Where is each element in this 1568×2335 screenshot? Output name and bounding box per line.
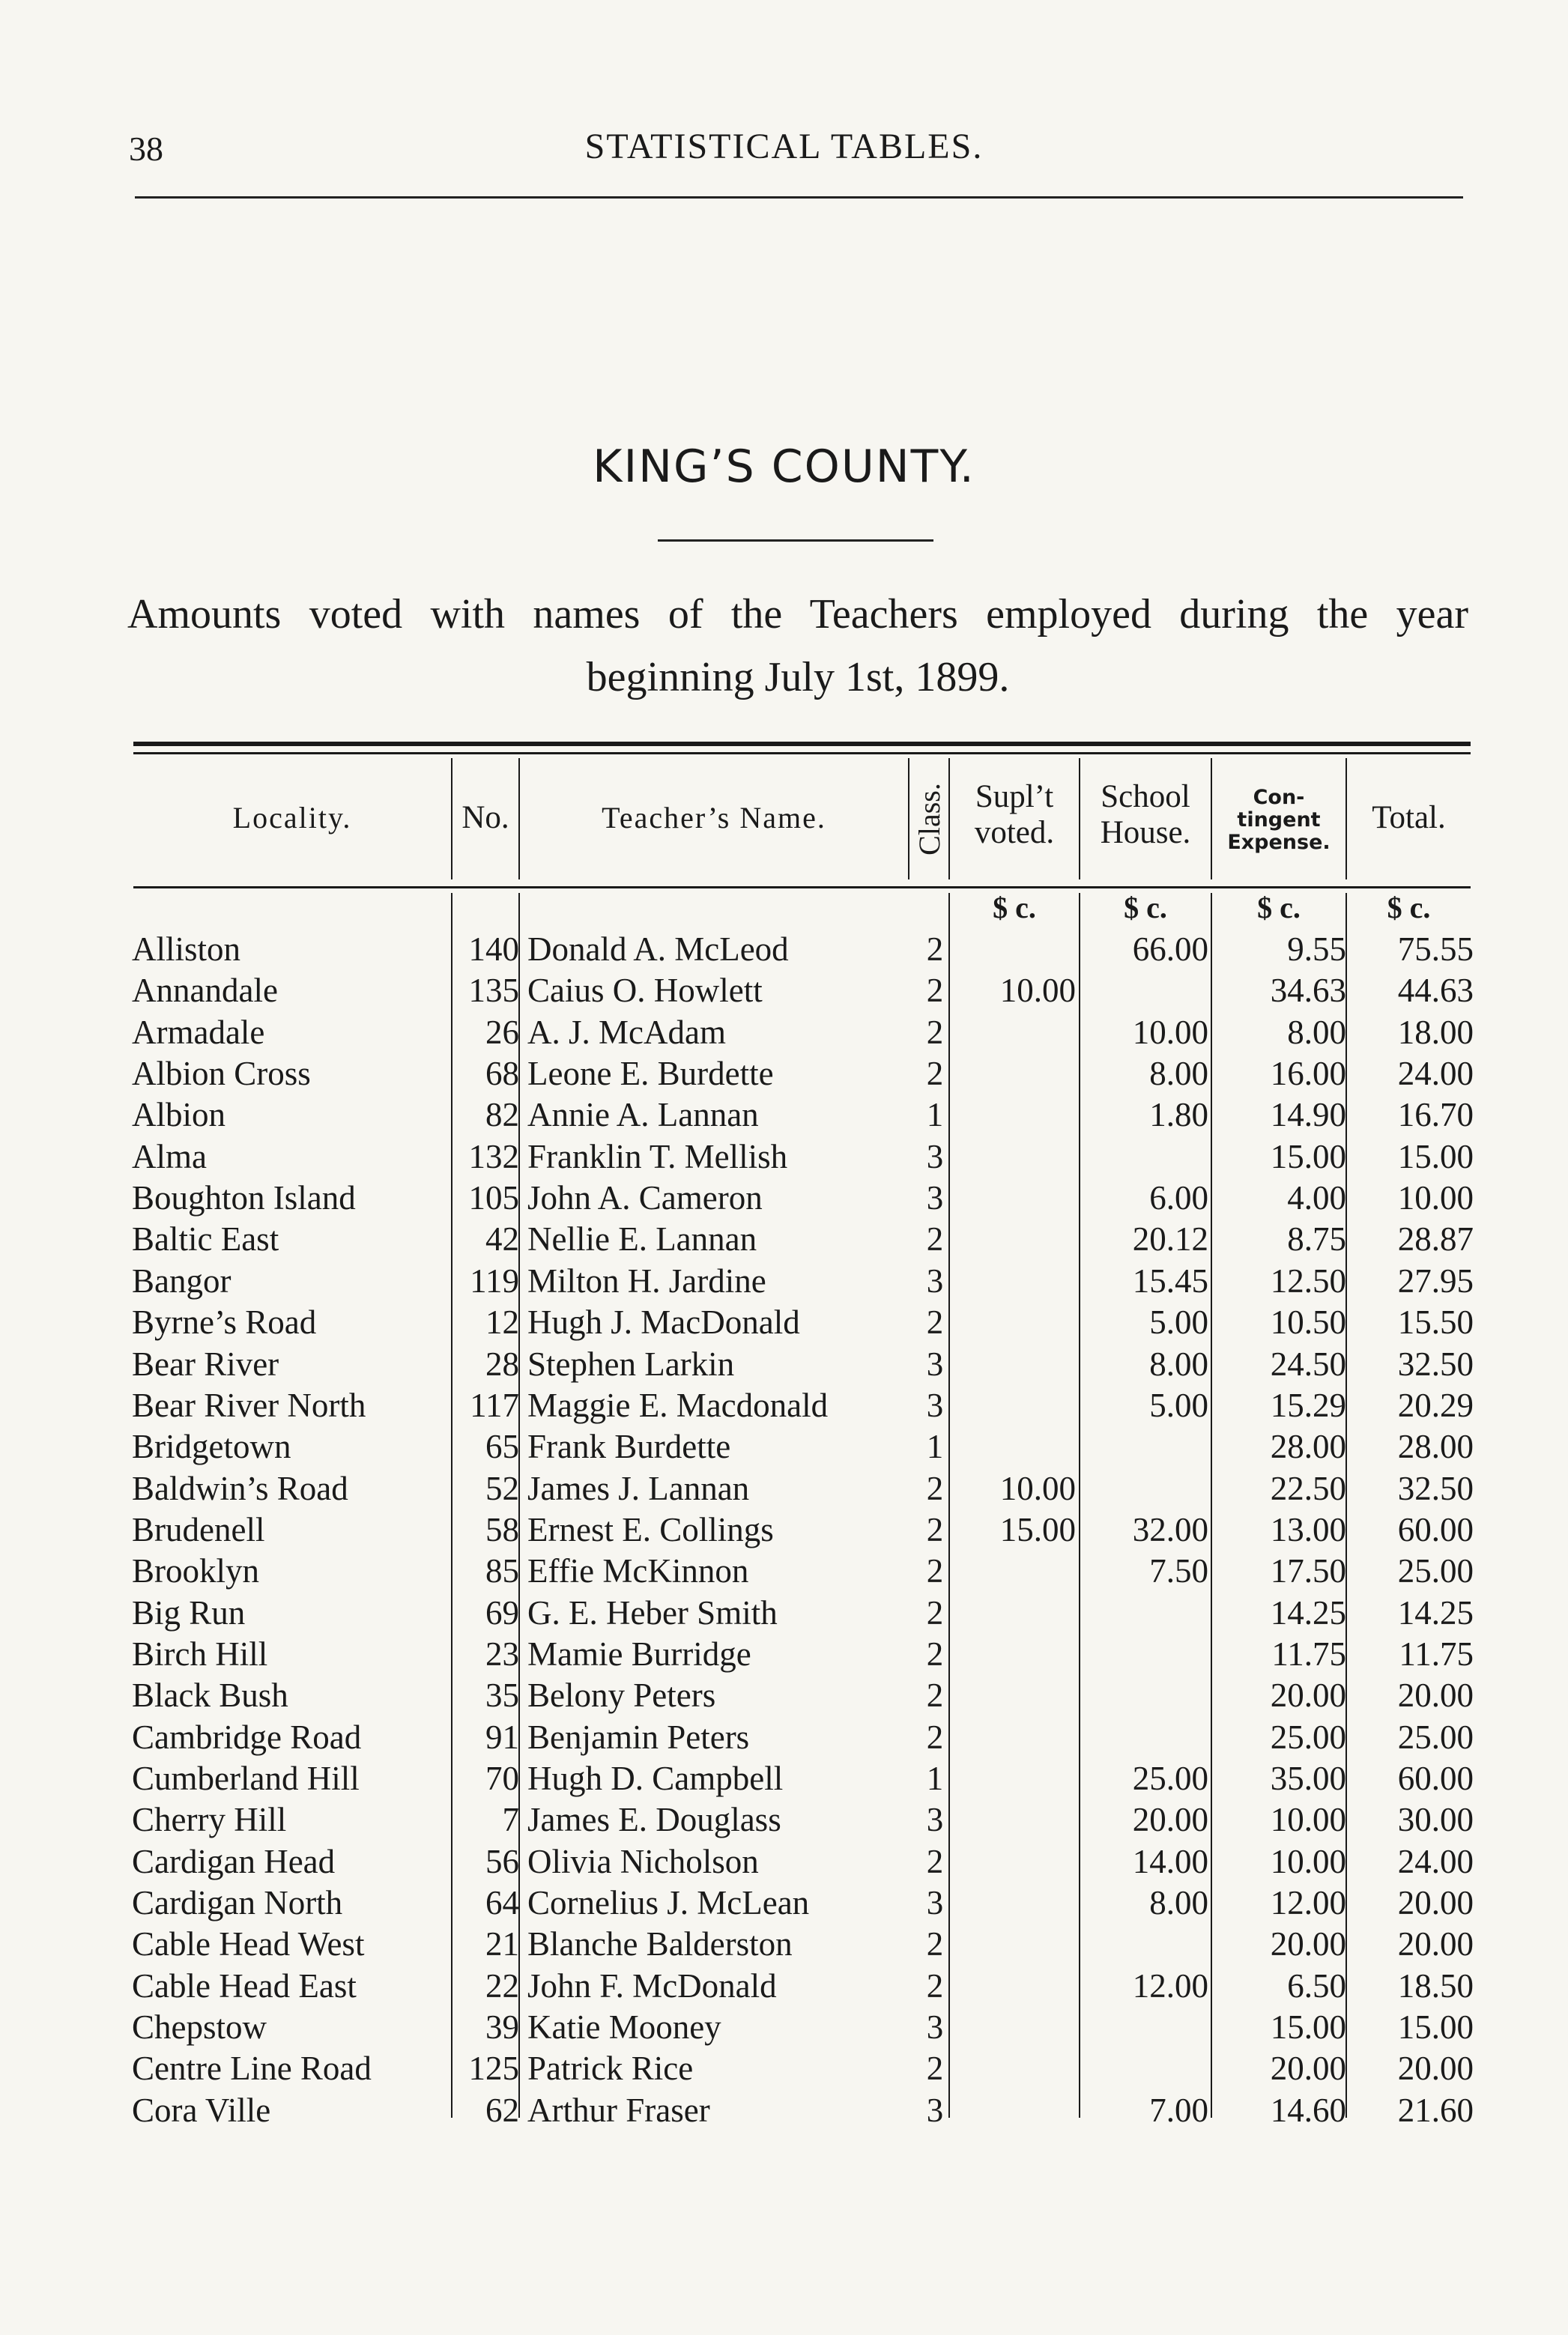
locality-cell: Baldwin’s Road <box>132 1469 348 1507</box>
class-cell: 1 <box>926 1760 944 1797</box>
total-cell: 16.70 <box>1397 1096 1474 1134</box>
contingent-cell: 15.00 <box>1270 1137 1346 1175</box>
contingent-cell: 14.90 <box>1270 1096 1346 1134</box>
teacher-name-cell: John F. McDonald <box>527 1966 777 2005</box>
class-cell: 3 <box>926 2008 944 2047</box>
contingent-cell: 22.50 <box>1270 1469 1346 1507</box>
locality-cell: Black Bush <box>132 1677 288 1715</box>
class-cell: 2 <box>926 1469 944 1507</box>
total-cell: 25.00 <box>1397 1718 1474 1756</box>
school-house-cell: 8.00 <box>1149 1884 1208 1922</box>
teacher-name-cell: Milton H. Jardine <box>527 1262 766 1300</box>
class-cell: 3 <box>926 1801 944 1839</box>
school-house-cell: 5.00 <box>1149 1386 1208 1424</box>
number-cell: 91 <box>485 1718 519 1756</box>
col-header-school-line1: School <box>1101 779 1190 814</box>
locality-cell: Cambridge Road <box>132 1718 362 1756</box>
number-cell: 82 <box>485 1096 519 1134</box>
school-house-cell: 7.00 <box>1149 2091 1208 2129</box>
contingent-cell: 15.29 <box>1270 1386 1346 1424</box>
contingent-cell: 8.00 <box>1287 1013 1346 1051</box>
table-row <box>0 1717 1568 1758</box>
table-row <box>0 1509 1568 1551</box>
number-cell: 52 <box>485 1469 519 1507</box>
number-cell: 35 <box>485 1677 519 1715</box>
contingent-cell: 4.00 <box>1287 1179 1346 1217</box>
teacher-name-cell: G. E. Heber Smith <box>527 1593 778 1632</box>
locality-cell: Cable Head East <box>132 1966 357 2005</box>
total-cell: 18.00 <box>1397 1013 1474 1051</box>
contingent-cell: 13.00 <box>1270 1510 1346 1548</box>
total-cell: 11.75 <box>1399 1635 1474 1673</box>
contingent-cell: 11.75 <box>1271 1635 1346 1673</box>
locality-cell: Boughton Island <box>132 1179 356 1217</box>
header-rule <box>135 196 1463 199</box>
number-cell: 21 <box>485 1925 519 1963</box>
locality-cell: Big Run <box>132 1593 246 1632</box>
total-cell: 20.00 <box>1397 2050 1474 2088</box>
teacher-name-cell: Ernest E. Collings <box>527 1510 774 1548</box>
unit-contingent: $ c. <box>1257 891 1301 924</box>
contingent-cell: 10.50 <box>1270 1303 1346 1342</box>
table-row <box>0 970 1568 1011</box>
contingent-cell: 16.00 <box>1270 1055 1346 1093</box>
total-cell: 20.00 <box>1397 1677 1474 1715</box>
table-row <box>0 929 1568 970</box>
class-cell: 3 <box>926 1179 944 1217</box>
number-cell: 132 <box>468 1137 519 1175</box>
locality-cell: Birch Hill <box>132 1635 268 1673</box>
col-header-class-cell <box>909 763 948 875</box>
supplement-cell: 10.00 <box>999 972 1076 1010</box>
class-cell: 2 <box>926 1593 944 1632</box>
total-cell: 60.00 <box>1397 1510 1474 1548</box>
locality-cell: Bridgetown <box>132 1428 291 1466</box>
class-cell: 2 <box>926 1677 944 1715</box>
col-header-teacher: Teacher’s Name. <box>602 801 826 835</box>
class-cell: 2 <box>926 1718 944 1756</box>
teacher-name-cell: Patrick Rice <box>527 2050 694 2088</box>
col-header-cont-line1: Con- <box>1253 786 1305 809</box>
table-row <box>0 1053 1568 1094</box>
teacher-name-cell: Annie A. Lannan <box>527 1096 759 1134</box>
col-header-contingent <box>1212 787 1345 854</box>
col-header-supl-line1: Supl’t <box>975 779 1054 814</box>
school-house-cell: 10.00 <box>1132 1013 1208 1051</box>
number-cell: 56 <box>485 1842 519 1880</box>
total-cell: 32.50 <box>1397 1345 1474 1383</box>
class-cell: 2 <box>926 1842 944 1880</box>
table-top-rule-thick <box>133 742 1471 746</box>
school-house-cell: 20.00 <box>1132 1801 1208 1839</box>
class-cell: 1 <box>926 1428 944 1466</box>
col-header-no: No. <box>461 800 509 835</box>
school-house-cell: 14.00 <box>1132 1842 1208 1880</box>
school-house-cell: 7.50 <box>1149 1552 1208 1590</box>
school-house-cell: 12.00 <box>1132 1966 1208 2005</box>
number-cell: 28 <box>485 1345 519 1383</box>
number-cell: 70 <box>485 1760 519 1797</box>
table-row <box>0 2007 1568 2048</box>
teacher-name-cell: Frank Burdette <box>527 1428 731 1466</box>
class-cell: 2 <box>926 1552 944 1590</box>
col-header-school <box>1080 779 1211 851</box>
locality-cell: Bear River <box>132 1345 279 1383</box>
total-cell: 15.00 <box>1397 1137 1474 1175</box>
total-cell: 20.00 <box>1397 1925 1474 1963</box>
number-cell: 26 <box>485 1013 519 1051</box>
teacher-name-cell: Caius O. Howlett <box>527 972 763 1010</box>
school-house-cell: 6.00 <box>1149 1179 1208 1217</box>
teacher-name-cell: Katie Mooney <box>527 2008 721 2047</box>
number-cell: 42 <box>485 1220 519 1259</box>
class-cell: 2 <box>926 1966 944 2005</box>
total-cell: 14.25 <box>1397 1593 1474 1632</box>
class-cell: 2 <box>926 972 944 1010</box>
total-cell: 15.50 <box>1397 1303 1474 1342</box>
contingent-cell: 24.50 <box>1270 1345 1346 1383</box>
locality-cell: Cable Head West <box>132 1925 365 1963</box>
table-row <box>0 1344 1568 1385</box>
total-cell: 30.00 <box>1397 1801 1474 1839</box>
total-cell: 60.00 <box>1397 1760 1474 1797</box>
table-caption: Amounts voted with names of the Teachers employed during the year beginning July 1st, 1899. <box>127 591 1468 700</box>
number-cell: 58 <box>485 1510 519 1548</box>
col-header-school-line2: House. <box>1100 815 1191 850</box>
contingent-cell: 25.00 <box>1270 1718 1346 1756</box>
total-cell: 25.00 <box>1397 1552 1474 1590</box>
class-cell: 3 <box>926 2091 944 2129</box>
school-house-cell: 66.00 <box>1132 930 1208 968</box>
total-cell: 44.63 <box>1397 972 1474 1010</box>
col-header-cont-line3: Expense. <box>1227 831 1331 854</box>
teacher-name-cell: Nellie E. Lannan <box>527 1220 757 1259</box>
class-cell: 2 <box>926 930 944 968</box>
school-house-cell: 20.12 <box>1132 1220 1208 1259</box>
locality-cell: Cora Ville <box>132 2091 271 2129</box>
number-cell: 64 <box>485 1884 519 1922</box>
contingent-cell: 20.00 <box>1270 1677 1346 1715</box>
table-row <box>0 1924 1568 1965</box>
supplement-cell: 10.00 <box>999 1469 1076 1507</box>
school-house-cell: 8.00 <box>1149 1345 1208 1383</box>
number-cell: 68 <box>485 1055 519 1093</box>
header-bottom-rule <box>133 886 1471 888</box>
county-title: KING’S COUNTY. <box>593 440 975 493</box>
locality-cell: Cherry Hill <box>132 1801 287 1839</box>
locality-cell: Brudenell <box>132 1510 265 1548</box>
table-row <box>0 1261 1568 1302</box>
total-cell: 27.95 <box>1397 1262 1474 1300</box>
number-cell: 119 <box>470 1262 519 1300</box>
supplement-cell: 15.00 <box>999 1510 1076 1548</box>
class-cell: 2 <box>926 1055 944 1093</box>
total-cell: 21.60 <box>1397 2091 1474 2129</box>
teacher-name-cell: James E. Douglass <box>527 1801 781 1839</box>
table-row <box>0 1094 1568 1136</box>
class-cell: 2 <box>926 1635 944 1673</box>
teacher-name-cell: Hugh D. Campbell <box>527 1760 784 1797</box>
table-row <box>0 1758 1568 1799</box>
locality-cell: Bangor <box>132 1262 231 1300</box>
table-row <box>0 2048 1568 2089</box>
locality-cell: Albion <box>132 1096 226 1134</box>
teacher-name-cell: Effie McKinnon <box>527 1552 749 1590</box>
locality-cell: Cardigan North <box>132 1884 343 1922</box>
contingent-cell: 9.55 <box>1287 930 1346 968</box>
locality-cell: Annandale <box>132 972 278 1010</box>
teacher-name-cell: Mamie Burridge <box>527 1635 751 1673</box>
col-header-class: Class. <box>912 782 946 855</box>
locality-cell: Armadale <box>132 1013 265 1051</box>
total-cell: 28.00 <box>1397 1428 1474 1466</box>
locality-cell: Brooklyn <box>132 1552 260 1590</box>
page-number: 38 <box>129 130 163 168</box>
table-row <box>0 1966 1568 2007</box>
table-row <box>0 1841 1568 1883</box>
locality-cell: Byrne’s Road <box>132 1303 317 1342</box>
teacher-name-cell: John A. Cameron <box>527 1179 763 1217</box>
contingent-cell: 20.00 <box>1270 2050 1346 2088</box>
number-cell: 69 <box>485 1593 519 1632</box>
school-house-cell: 8.00 <box>1149 1055 1208 1093</box>
unit-school: $ c. <box>1124 891 1167 924</box>
teacher-name-cell: Franklin T. Mellish <box>527 1137 788 1175</box>
total-cell: 28.87 <box>1397 1220 1474 1259</box>
total-cell: 15.00 <box>1397 2008 1474 2047</box>
teacher-name-cell: Arthur Fraser <box>527 2091 710 2129</box>
teacher-name-cell: Olivia Nicholson <box>527 1842 759 1880</box>
table-row <box>0 1385 1568 1426</box>
class-cell: 2 <box>926 1013 944 1051</box>
table-row <box>0 1799 1568 1841</box>
class-cell: 3 <box>926 1386 944 1424</box>
total-cell: 18.50 <box>1397 1966 1474 2005</box>
total-cell: 20.00 <box>1397 1884 1474 1922</box>
unit-total: $ c. <box>1387 891 1431 924</box>
teacher-name-cell: Cornelius J. McLean <box>527 1884 810 1922</box>
class-cell: 2 <box>926 2050 944 2088</box>
contingent-cell: 10.00 <box>1270 1842 1346 1880</box>
school-house-cell: 1.80 <box>1149 1096 1208 1134</box>
table-row <box>0 1136 1568 1178</box>
number-cell: 105 <box>468 1179 519 1217</box>
school-house-cell: 32.00 <box>1132 1510 1208 1548</box>
contingent-cell: 14.25 <box>1270 1593 1346 1632</box>
locality-cell: Cardigan Head <box>132 1842 336 1880</box>
number-cell: 117 <box>470 1386 519 1424</box>
locality-cell: Albion Cross <box>132 1055 311 1093</box>
table-row <box>0 1883 1568 1924</box>
locality-cell: Alma <box>132 1137 207 1175</box>
number-cell: 39 <box>485 2008 519 2047</box>
unit-supl: $ c. <box>993 891 1036 924</box>
table-row <box>0 1426 1568 1468</box>
class-cell: 3 <box>926 1262 944 1300</box>
number-cell: 62 <box>485 2091 519 2129</box>
table-row <box>0 1593 1568 1634</box>
number-cell: 7 <box>502 1801 519 1839</box>
teacher-name-cell: James J. Lannan <box>527 1469 750 1507</box>
total-cell: 10.00 <box>1397 1179 1474 1217</box>
col-header-supl-line2: voted. <box>974 815 1055 850</box>
locality-cell: Bear River North <box>132 1386 366 1424</box>
teacher-name-cell: Blanche Balderston <box>527 1925 793 1963</box>
number-cell: 22 <box>485 1966 519 2005</box>
contingent-cell: 12.00 <box>1270 1884 1346 1922</box>
table-row <box>0 1675 1568 1716</box>
contingent-cell: 17.50 <box>1270 1552 1346 1590</box>
table-row <box>0 1302 1568 1343</box>
number-cell: 12 <box>485 1303 519 1342</box>
col-header-cont-line2: tingent <box>1237 808 1321 832</box>
class-cell: 2 <box>926 1925 944 1963</box>
col-header-supl <box>950 779 1079 851</box>
contingent-cell: 20.00 <box>1270 1925 1346 1963</box>
contingent-cell: 12.50 <box>1270 1262 1346 1300</box>
number-cell: 125 <box>468 2050 519 2088</box>
contingent-cell: 6.50 <box>1287 1966 1346 2005</box>
total-cell: 75.55 <box>1397 930 1474 968</box>
class-cell: 1 <box>926 1096 944 1134</box>
locality-cell: Cumberland Hill <box>132 1760 360 1797</box>
class-cell: 2 <box>926 1303 944 1342</box>
contingent-cell: 28.00 <box>1270 1428 1346 1466</box>
locality-cell: Alliston <box>132 930 241 968</box>
teacher-name-cell: Maggie E. Macdonald <box>527 1386 829 1424</box>
table-row <box>0 1178 1568 1219</box>
contingent-cell: 35.00 <box>1270 1760 1346 1797</box>
school-house-cell: 15.45 <box>1132 1262 1208 1300</box>
teacher-name-cell: Stephen Larkin <box>527 1345 735 1383</box>
school-house-cell: 5.00 <box>1149 1303 1208 1342</box>
total-cell: 20.29 <box>1397 1386 1474 1424</box>
contingent-cell: 34.63 <box>1270 972 1346 1010</box>
table-row <box>0 1468 1568 1509</box>
total-cell: 24.00 <box>1397 1842 1474 1880</box>
locality-cell: Centre Line Road <box>132 2050 372 2088</box>
teacher-name-cell: Benjamin Peters <box>527 1718 750 1756</box>
locality-cell: Baltic East <box>132 1220 279 1259</box>
class-cell: 3 <box>926 1884 944 1922</box>
total-cell: 32.50 <box>1397 1469 1474 1507</box>
class-cell: 3 <box>926 1137 944 1175</box>
class-cell: 2 <box>926 1510 944 1548</box>
number-cell: 65 <box>485 1428 519 1466</box>
number-cell: 85 <box>485 1552 519 1590</box>
contingent-cell: 10.00 <box>1270 1801 1346 1839</box>
title-rule <box>658 539 933 542</box>
running-head: STATISTICAL TABLES. <box>584 127 984 166</box>
class-cell: 2 <box>926 1220 944 1259</box>
table-row <box>0 1634 1568 1675</box>
contingent-cell: 15.00 <box>1270 2008 1346 2047</box>
locality-cell: Chepstow <box>132 2008 267 2047</box>
total-cell: 24.00 <box>1397 1055 1474 1093</box>
teacher-name-cell: Belony Peters <box>527 1677 716 1715</box>
teacher-name-cell: Hugh J. MacDonald <box>527 1303 800 1342</box>
teacher-name-cell: Donald A. McLeod <box>527 930 789 968</box>
table-row <box>0 2090 1568 2131</box>
table-row <box>0 1219 1568 1260</box>
col-header-total: Total. <box>1372 800 1446 835</box>
class-cell: 3 <box>926 1345 944 1383</box>
col-header-locality: Locality. <box>232 801 352 835</box>
number-cell: 140 <box>468 930 519 968</box>
contingent-cell: 8.75 <box>1287 1220 1346 1259</box>
table-top-rule-thin <box>133 752 1471 754</box>
teacher-name-cell: A. J. McAdam <box>527 1013 726 1051</box>
number-cell: 23 <box>485 1635 519 1673</box>
contingent-cell: 14.60 <box>1270 2091 1346 2129</box>
table-row <box>0 1551 1568 1592</box>
number-cell: 135 <box>468 972 519 1010</box>
school-house-cell: 25.00 <box>1132 1760 1208 1797</box>
teacher-name-cell: Leone E. Burdette <box>527 1055 774 1093</box>
table-row <box>0 1012 1568 1053</box>
